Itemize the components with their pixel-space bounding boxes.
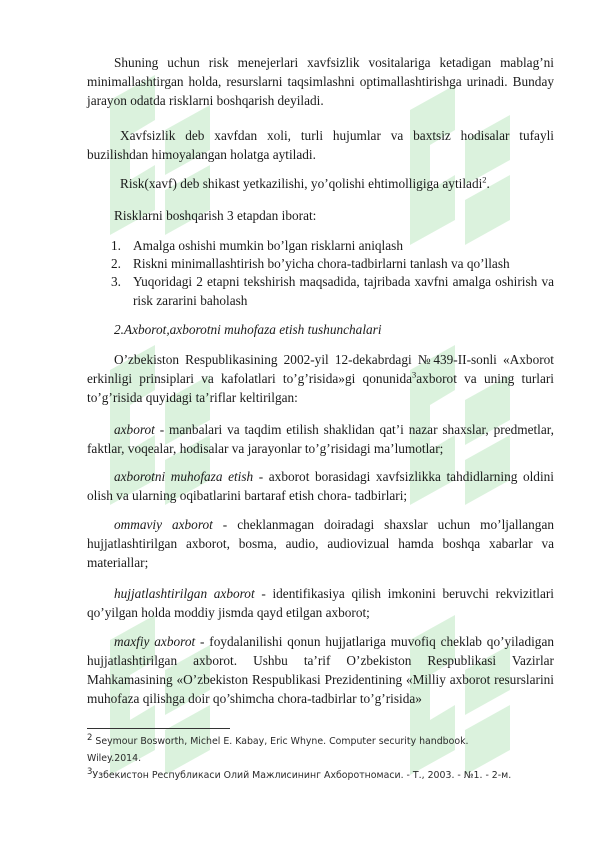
definition-axborot <box>87 420 554 458</box>
footnote-2-continued <box>87 752 141 766</box>
list-item <box>111 272 554 310</box>
footnote-ref-2[interactable]: 2 <box>482 174 487 185</box>
definition-text: - cheklanmagan doiradagi shaxslar uchun mo’ljallangan hujjatlashtirilgan axborot, bosma, audio, audiovizual hamda boshqa xabarlar va materiallar; <box>87 517 554 570</box>
footnote-text: Wiley.2014. <box>87 753 142 764</box>
list-item-text: Amalga oshishi mumkin bo’lgan risklarni aniqlash <box>133 238 403 253</box>
list-item <box>111 254 554 273</box>
definition-term: ommaviy axborot <box>114 517 213 532</box>
paragraph-text: Risklarni boshqarish 3 etapdan iborat: <box>114 208 317 223</box>
definition-term: hujjatlashtirilgan axborot <box>114 586 255 601</box>
definition-maxfiy-axborot <box>87 632 554 708</box>
footnote-text: Seymour Bosworth, Michel E. Kabay, Eric Whyne. Computer security handbook. <box>92 736 469 747</box>
paragraph-law-reference <box>87 350 554 407</box>
paragraph-text: Shuning uchun risk menejerlari xavfsizlik vositalariga ketadigan mablag’ni minimallashtirgan holda, resurslarni taqsimlashni optimallashtirishga urinadi. Bunday jarayon odatda risklarni boshqarish deyiladi. <box>87 55 554 108</box>
paragraph-risk-definition: Risk(xavf) deb shikast yetkazilishi, yo’qolishi ehtimolligiga aytiladi$^2$. <box>120 174 490 191</box>
section-heading-text: 2.Axborot,axborotni muhofaza etish tushunchalari <box>114 322 382 337</box>
paragraph-text: axborot va uning turlari to’g’risida quyidagi ta’riflar keltirilgan: <box>87 371 554 405</box>
definition-text: - foydalanilishi qonun hujjatlariga muvofiq cheklab qo’yiladigan hujjatlashtirilgan axborot. Ushbu ta’rif O’zbekiston Respublikasi Vazirlar Mahkamasining «O’zbekiston Respublikasi Prezidentining «Milliy axborot resurslarini muhofaza qilishga doir qo’shimcha chora-tadbirlar to’g’risida» <box>87 634 554 706</box>
footnote-ref-3[interactable]: 3 <box>412 369 417 380</box>
definition-term: axborot <box>114 422 155 437</box>
list-number: 2. <box>111 256 121 271</box>
definition-term: maxfiy axborot <box>114 634 196 649</box>
footnote-separator <box>87 728 230 729</box>
paragraph-security-definition <box>87 126 554 164</box>
paragraph-text: Xavfsizlik deb xavfdan xoli, turli hujumlar va baxtsiz hodisalar tufayli buzilishdan himoyalangan holatga aytiladi. <box>87 128 554 162</box>
paragraph-risk-management <box>87 53 554 110</box>
definition-hujjatlashtirilgan-axborot <box>87 584 554 622</box>
definition-term: axborotni muhofaza etish <box>114 469 254 484</box>
list-item-text: Yuqoridagi 2 etapni tekshirish maqsadida, tajribada xavfni amalga oshirish va risk zararini baholash <box>133 274 554 308</box>
definition-text: - axborot borasidagi xavfsizlikka tahdidlarning oldini olish va ularning oqibatlarini bartaraf etish chora- tadbirlari; <box>87 469 554 503</box>
footnote-mark: 3 <box>87 766 93 777</box>
definition-text: - manbalari va taqdim etilish shaklidan qat’i nazar shaxslar, predmetlar, faktlar, voqealar, hodisalar va jarayonlar to’g’risidagi ma’lumotlar; <box>87 422 554 456</box>
section-heading <box>87 320 554 339</box>
footnote-mark: 2 <box>87 732 93 743</box>
definition-axborot-muhofaza <box>87 467 554 505</box>
list-number: 1. <box>111 238 121 253</box>
paragraph-text: O’zbekiston Respublikasining 2002-yil 12-dekabrdagi №439-II-sonli «Axborot erkinligi prinsiplari va kafolatlari to’g’risida»gi qonunida <box>87 352 554 386</box>
list-item <box>111 236 554 255</box>
footnote-2 <box>87 732 469 749</box>
definition-ommaviy-axborot <box>87 515 554 572</box>
list-item-text: Riskni minimallashtirish bo’yicha chora-tadbirlarni tanlash va qo’llash <box>133 256 510 271</box>
definition-text: - identifikasiya qilish imkonini beruvchi rekvizitlari qo’yilgan holda moddiy jismda qayd etilgan axborot; <box>87 586 554 620</box>
footnote-3 <box>87 766 512 783</box>
list-number: 3. <box>111 274 121 289</box>
footnote-text: Узбекистон Республикаси Олий Мажлисининг Ахборотномаси. - Т., 2003. - №1. - 2-м. <box>92 770 512 781</box>
paragraph-text: Risk(xavf) deb shikast yetkazilishi, yo’qolishi ehtimolligiga aytiladi <box>120 176 483 191</box>
paragraph-risk-stages-intro <box>87 206 554 225</box>
